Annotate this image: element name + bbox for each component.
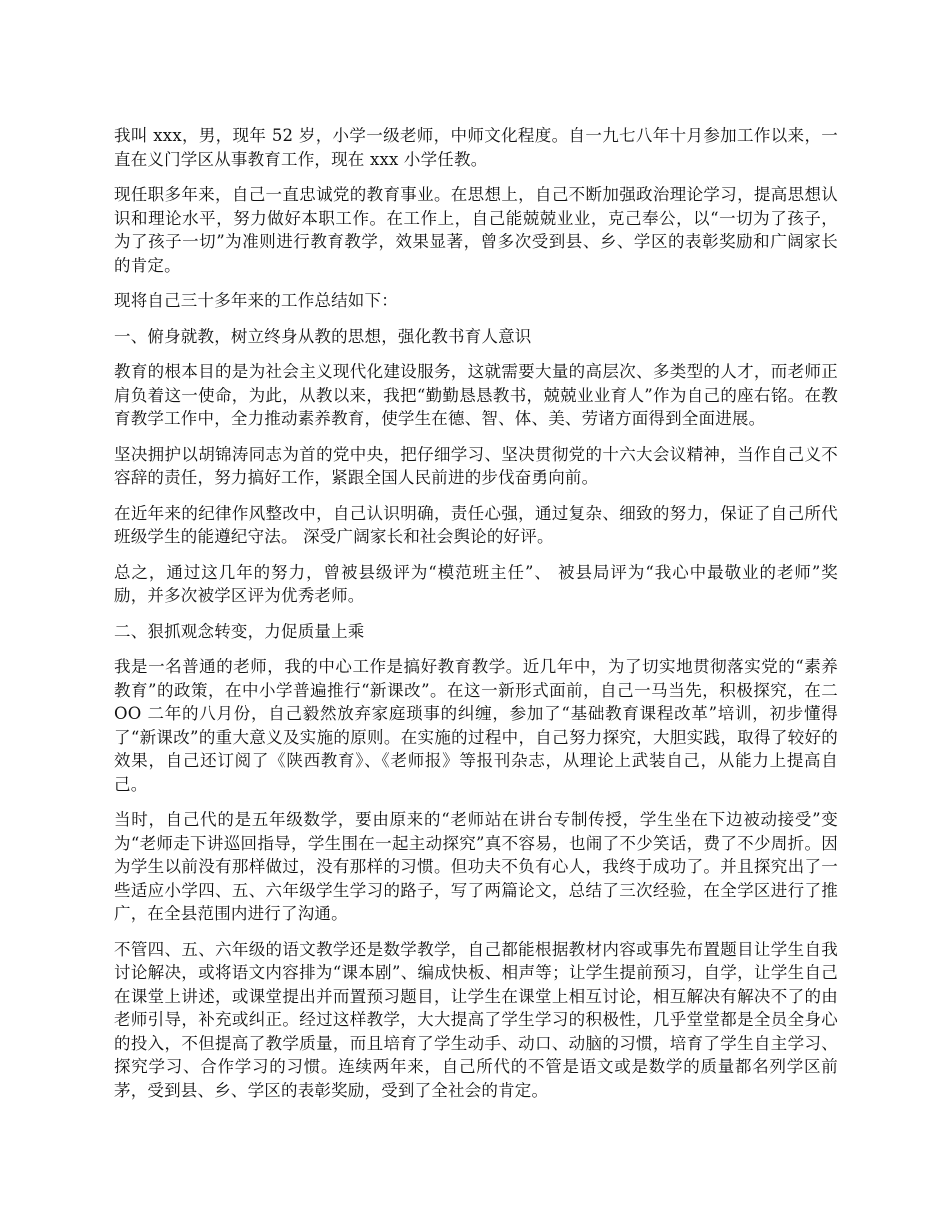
paragraph-education-purpose: 教育的根本目的是为社会主义现代化建设服务，这就需要大量的高层次、多类型的人才，而老师正肩负着这一使命，为此，从教以来，我把“勤勤恳恳教书，兢兢业业育人”作为自己的座右铭。在教育教学工作中，全力推动素养教育，使学生在德、智、体、美、劳诸方面得到全面进展。 — [114, 362, 838, 428]
paragraph-math-teaching: 当时，自己代的是五年级数学，要由原来的“老师站在讲台专制传授，学生坐在下边被动接受”变为“老师走下讲巡回指导，学生围在一起主动探究”真不容易，也闹了不少笑话，费了不少周折。因为学生以前没有那样做过，没有那样的习惯。但功夫不负有心人，我终于成功了。并且探究出了一些适应小学四、五、六年级学生学习的路子，写了两篇论文，总结了三次经验，在全学区进行了推广，在全县范围内进行了沟通。 — [114, 810, 838, 923]
paragraph-party-support: 坚决拥护以胡锦涛同志为首的党中央，把仔细学习、坚决贯彻党的十六大会议精神，当作自己义不容辞的责任，努力搞好工作，紧跟全国人民前进的步伐奋勇向前。 — [114, 444, 838, 487]
paragraph-honors: 总之，通过这几年的努力，曾被县级评为“模范班主任”、 被县局评为“我心中最敬业的老师”奖励，并多次被学区评为优秀老师。 — [114, 562, 838, 605]
paragraph-summary-lead: 现将自己三十多年来的工作总结如下： — [114, 291, 398, 310]
paragraph-current-post: 现任职多年来，自己一直忠诚党的教育事业。在思想上，自己不断加强政治理论学习，提高思想认识和理论水平，努力做好本职工作。在工作上，自己能兢兢业业，克己奉公，以“一切为了孩子，为了孩子一切”为准则进行教育教学，效果显著，曾多次受到县、乡、学区的表彰奖励和广阔家长的肯定。 — [114, 185, 838, 275]
document-body — [114, 124, 838, 1114]
paragraph-curriculum-reform: 我是一名普通的老师，我的中心工作是搞好教育教学。近几年中，为了切实地贯彻落实党的“素养教育”的政策，在中小学普遍推行“新课改”。在这一新形式面前，自己一马当先，积极探究，在二 OO 二年的八月份，自己毅然放弃家庭琐事的纠缠，参加了“基础教育课程改革”培训，初步懂得了“新课改”的重大意义及实施的原则。在实施的过程中，自己努力探究，大胆实践，取得了较好的效果，自己还订阅了《陕西教育》、《老师报》等报刊杂志，从理论上武装自己，从能力上提高自己。 — [114, 657, 838, 794]
paragraph-discipline: 在近年来的纪律作风整改中，自己认识明确，责任心强，通过复杂、细致的努力，保证了自己所代班级学生的能遵纪守法。 深受广阔家长和社会舆论的好评。 — [114, 503, 838, 546]
section-heading-2: 二、狠抓观念转变，力促质量上乘 — [114, 621, 365, 641]
section-heading-1: 一、俯身就教，树立终身从教的思想，强化教书育人意识 — [114, 326, 532, 346]
paragraph-teaching-methods: 不管四、五、六年级的语文教学还是数学教学，自己都能根据教材内容或事先布置题目让学生自我讨论解决，或将语文内容排为“课本剧”、编成快板、相声等；让学生提前预习，自学，让学生自己在课堂上讲述，或课堂提出并而置预习题目，让学生在课堂上相互讨论，相互解决有解决不了的由老师引导，补充或纠正。经过这样教学，大大提高了学生学习的积极性，几乎堂堂都是全员全身心的投入，不但提高了教学质量，而且培育了学生动手、动口、动脑的习惯，培育了学生自主学习、探究学习、合作学习的习惯。连续两年来，自己所代的不管是语文或是数学的质量都名列学区前茅，受到县、乡、学区的表彰奖励，受到了全社会的肯定。 — [114, 939, 838, 1100]
paragraph-intro: 我叫 xxx，男，现年 52 岁，小学一级老师，中师文化程度。自一九七八年十月参加工作以来，一直在义门学区从事教育工作，现在 xxx 小学任教。 — [114, 126, 838, 169]
